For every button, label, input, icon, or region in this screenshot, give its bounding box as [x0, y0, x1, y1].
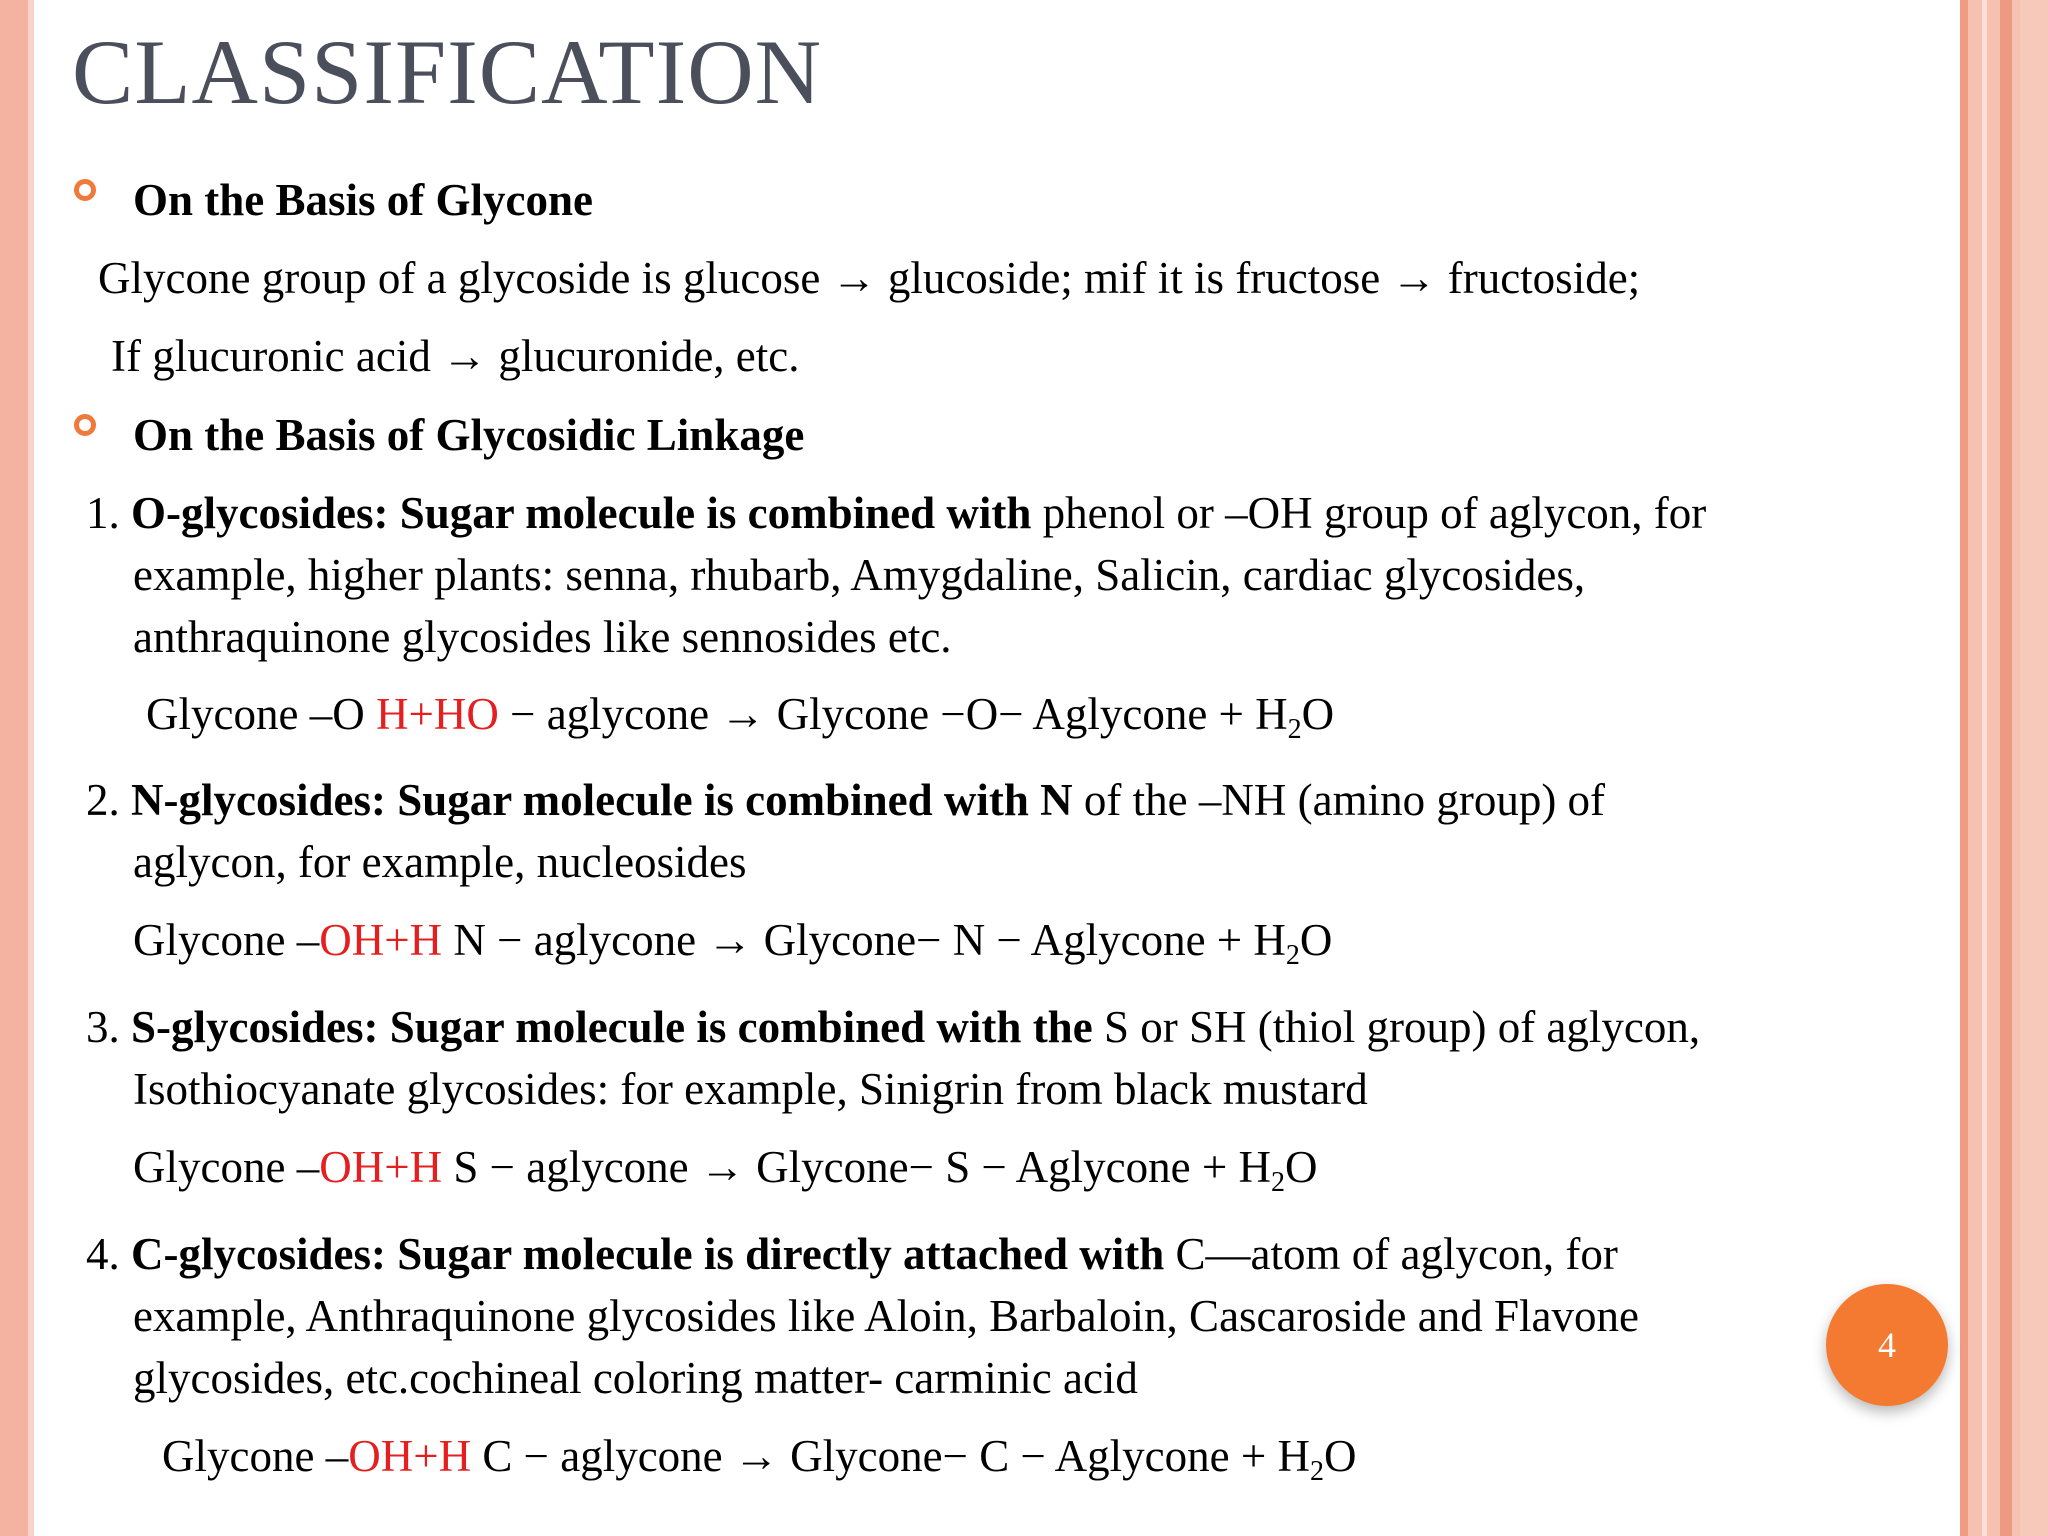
- item-text: of the –NH (amino group) of: [1072, 775, 1606, 825]
- section-heading-linkage: On the Basis of Glycosidic Linkage: [133, 410, 805, 460]
- item-4-line-2: example, Anthraquinone glycosides like Aloin, Barbaloin, Cascaroside and Flavone: [133, 1291, 1639, 1341]
- item-bold-text: C-glycosides: Sugar molecule is directly attached with: [131, 1229, 1165, 1279]
- equation-highlight: OH+H: [348, 1431, 472, 1481]
- item-text: S or SH (thiol group) of aglycon,: [1092, 1002, 1701, 1052]
- item-number: 1.: [86, 488, 120, 538]
- item-1-equation: Glycone –O H+HO − aglycone → Glycone −O− Aglycone + $H_2O$: [146, 689, 1335, 745]
- item-number: 3.: [86, 1002, 120, 1052]
- item-1-line-1: [86, 488, 1707, 538]
- item-2-line-1: [86, 775, 1606, 825]
- equation-highlight: OH+H: [319, 915, 443, 965]
- item-4-line-1: [86, 1229, 1618, 1279]
- item-1-line-3: anthraquinone glycosides like sennosides etc.: [133, 612, 952, 662]
- item-4-equation: Glycone –OH+H C − aglycone → Glycone− C − Aglycone + $H_2O$: [162, 1431, 1357, 1487]
- item-2-line-2: aglycon, for example, nucleosides: [133, 837, 747, 887]
- item-4-line-3: glycosides, etc.cochineal coloring matter- carminic acid: [133, 1353, 1138, 1403]
- item-bold-text: O-glycosides: Sugar molecule is combined with: [131, 488, 1032, 538]
- glycone-text-line-2: If glucuronic acid → glucuronide, etc.: [111, 331, 800, 381]
- section-heading-glycone: On the Basis of Glycone: [133, 175, 594, 225]
- glycone-text-line-1: Glycone group of a glycoside is glucose → glucoside; mif it is fructose → fructoside;: [98, 253, 1641, 303]
- equation-highlight: OH+H: [319, 1142, 443, 1192]
- item-text: phenol or –OH group of aglycon, for: [1031, 488, 1707, 538]
- item-3-line-2: Isothiocyanate glycosides: for example, Sinigrin from black mustard: [133, 1064, 1368, 1114]
- item-1-line-2: example, higher plants: senna, rhubarb, Amygdaline, Salicin, cardiac glycosides,: [133, 550, 1586, 600]
- equation-highlight: H+HO: [375, 689, 499, 739]
- bullet-circle-icon: [74, 179, 96, 201]
- slide-frame-left: [0, 0, 34, 1536]
- item-3-line-1: [86, 1002, 1701, 1052]
- slide-title: CLASSIFICATION: [72, 21, 823, 123]
- item-3-equation: Glycone –OH+H S − aglycone → Glycone− S − Aglycone + $H_2O$: [133, 1142, 1318, 1198]
- item-number: 4.: [86, 1229, 120, 1279]
- item-bold-text: S-glycosides: Sugar molecule is combined with the: [131, 1002, 1093, 1052]
- bullet-circle-icon: [74, 414, 96, 436]
- item-text: C—atom of aglycon, for: [1164, 1229, 1618, 1279]
- page-number-badge: 4: [1826, 1284, 1948, 1406]
- item-bold-text: N-glycosides: Sugar molecule is combined with N: [131, 775, 1073, 825]
- slide-frame-right: [1960, 0, 2048, 1536]
- item-2-equation: Glycone –OH+H N − aglycone → Glycone− N − Aglycone + $H_2O$: [133, 915, 1333, 971]
- item-number: 2.: [86, 775, 120, 825]
